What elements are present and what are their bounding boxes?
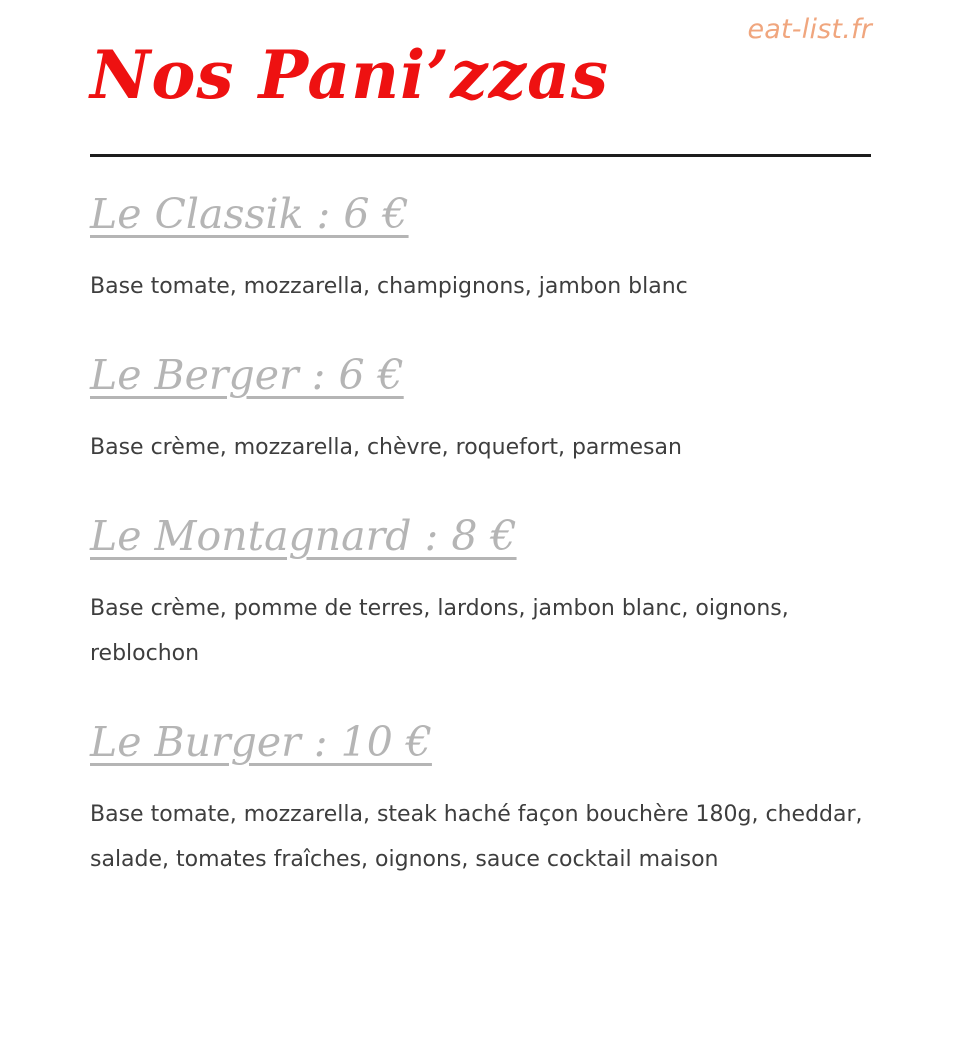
watermark: eat-list.fr (747, 14, 872, 45)
menu-item-description: Base crème, pomme de terres, lardons, jambon blanc, oignons, reblochon (90, 596, 789, 666)
menu-list (90, 178, 871, 882)
menu-item-description: Base crème, mozzarella, chèvre, roquefort, parmesan (90, 435, 682, 460)
divider (90, 154, 871, 157)
menu-item (90, 706, 871, 882)
menu-item-title-link[interactable]: Le Classik : 6 € (90, 190, 409, 238)
menu-item-title-link[interactable]: Le Montagnard : 8 € (90, 512, 517, 560)
page-title: Nos Pani’zzas (90, 36, 610, 114)
menu-item (90, 178, 871, 309)
menu-item-description: Base tomate, mozzarella, steak haché façon bouchère 180g, cheddar, salade, tomates fraîches, oignons, sauce cocktail maison (90, 802, 863, 872)
menu-item-title-link[interactable]: Le Burger : 10 € (90, 718, 432, 766)
menu-item-description: Base tomate, mozzarella, champignons, jambon blanc (90, 274, 688, 299)
menu-item (90, 500, 871, 676)
menu-item-title-link[interactable]: Le Berger : 6 € (90, 351, 404, 399)
menu-item (90, 339, 871, 470)
